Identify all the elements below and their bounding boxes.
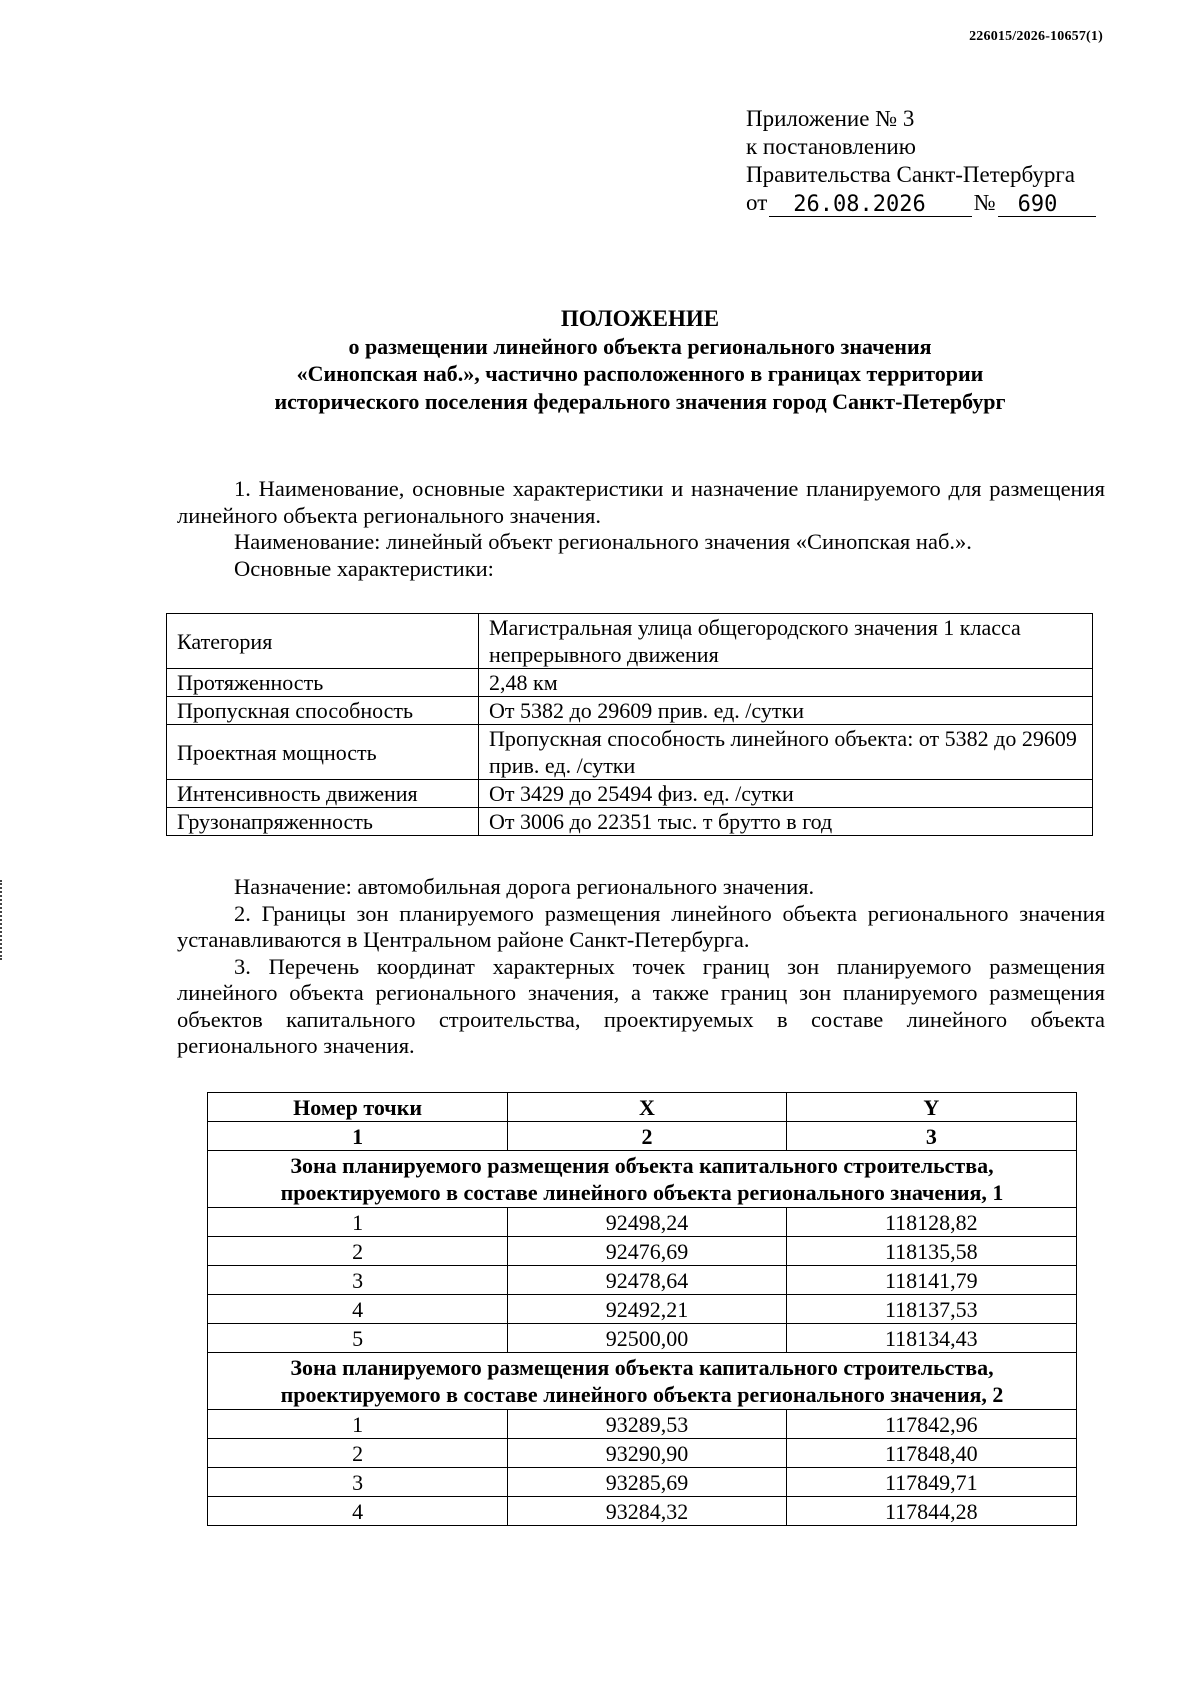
appendix-government: Правительства Санкт-Петербурга bbox=[746, 162, 1075, 187]
point-number: 4 bbox=[208, 1295, 508, 1324]
resolution-number: 690 bbox=[998, 193, 1096, 217]
characteristic-name: Проектная мощность bbox=[167, 725, 479, 780]
column-number: 1 bbox=[208, 1122, 508, 1151]
header-point-number: Номер точки bbox=[208, 1093, 508, 1122]
column-number-row bbox=[208, 1122, 1077, 1151]
y-coordinate: 117849,71 bbox=[786, 1468, 1076, 1497]
characteristic-name: Грузонапряженность bbox=[167, 808, 479, 836]
zone-title-line: проектируемого в составе линейного объекта регионального значения, 2 bbox=[280, 1382, 1004, 1407]
zone-title bbox=[208, 1353, 1077, 1410]
coordinate-row bbox=[208, 1266, 1077, 1295]
point-number: 5 bbox=[208, 1324, 508, 1353]
characteristic-value: Пропускная способность линейного объекта: от 5382 до 29609 прив. ед. /сутки bbox=[479, 725, 1093, 780]
x-coordinate: 92500,00 bbox=[508, 1324, 786, 1353]
characteristics-row bbox=[167, 669, 1093, 697]
y-coordinate: 118141,79 bbox=[786, 1266, 1076, 1295]
characteristic-value: От 5382 до 29609 прив. ед. /сутки bbox=[479, 697, 1093, 725]
zone-title-line: Зона планируемого размещения объекта капитального строительства, bbox=[290, 1354, 994, 1380]
y-coordinate: 118137,53 bbox=[786, 1295, 1076, 1324]
coordinate-row bbox=[208, 1237, 1077, 1266]
x-coordinate: 92476,69 bbox=[508, 1237, 786, 1266]
x-coordinate: 92478,64 bbox=[508, 1266, 786, 1295]
resolution-date: 26.08.2026 bbox=[769, 193, 971, 217]
point-number: 2 bbox=[208, 1237, 508, 1266]
title-main: ПОЛОЖЕНИЕ bbox=[560, 306, 720, 331]
coordinates-header-row bbox=[208, 1093, 1077, 1122]
y-coordinate: 118134,43 bbox=[786, 1324, 1076, 1353]
zone-title bbox=[208, 1151, 1077, 1208]
header-y: Y bbox=[786, 1093, 1076, 1122]
paragraph: Наименование: линейный объект регионального значения «Синопская наб.». bbox=[234, 529, 972, 554]
characteristics-row bbox=[167, 725, 1093, 780]
coordinate-row bbox=[208, 1208, 1077, 1237]
x-coordinate: 92498,24 bbox=[508, 1208, 786, 1237]
x-coordinate: 93289,53 bbox=[508, 1410, 786, 1439]
column-number: 2 bbox=[508, 1122, 786, 1151]
point-number: 1 bbox=[208, 1410, 508, 1439]
y-coordinate: 117848,40 bbox=[786, 1439, 1076, 1468]
characteristic-value: 2,48 км bbox=[479, 669, 1093, 697]
appendix-date-number-line bbox=[746, 189, 1096, 217]
coordinate-row bbox=[208, 1497, 1077, 1526]
document-title bbox=[160, 305, 1120, 415]
x-coordinate: 93284,32 bbox=[508, 1497, 786, 1526]
characteristic-name: Протяженность bbox=[167, 669, 479, 697]
appendix-resolution-ref: к постановлению bbox=[746, 134, 916, 159]
coordinate-row bbox=[208, 1324, 1077, 1353]
point-number: 3 bbox=[208, 1266, 508, 1295]
paragraph: 2. Границы зон планируемого размещения линейного объекта регионального значения устанавливаются в Центральном районе Санкт-Петербурга. bbox=[177, 900, 1105, 952]
point-number: 2 bbox=[208, 1439, 508, 1468]
paragraph: 3. Перечень координат характерных точек границ зон планируемого размещения линейного объекта регионального значения, а также границ зон планируемого размещения объектов капитального строительства, проектируемых в составе линейного объекта регионального значения. bbox=[177, 953, 1105, 1058]
coordinate-row bbox=[208, 1468, 1077, 1497]
characteristics-table bbox=[166, 613, 1093, 836]
title-line: «Синопская наб.», частично расположенного в границах территории bbox=[296, 361, 984, 386]
title-line: исторического поселения федерального значения город Санкт-Петербург bbox=[274, 388, 1006, 414]
characteristic-name: Категория bbox=[167, 614, 479, 669]
document-registration-number: 226015/2026-10657(1) bbox=[969, 29, 1103, 44]
paragraph: 1. Наименование, основные характеристики и назначение планируемого для размещения линейного объекта регионального значения. bbox=[177, 476, 1105, 528]
coordinate-row bbox=[208, 1295, 1077, 1324]
characteristic-value: Магистральная улица общегородского значения 1 класса непрерывного движения bbox=[479, 614, 1093, 669]
section-2 bbox=[177, 874, 1105, 1060]
characteristic-value: От 3429 до 25494 физ. ед. /сутки bbox=[479, 780, 1093, 808]
coordinates-table bbox=[207, 1092, 1077, 1526]
zone-title-row bbox=[208, 1151, 1077, 1208]
paragraph: Основные характеристики: bbox=[234, 555, 494, 581]
point-number: 3 bbox=[208, 1468, 508, 1497]
x-coordinate: 92492,21 bbox=[508, 1295, 786, 1324]
paragraph: Назначение: автомобильная дорога регионального значения. bbox=[234, 874, 815, 899]
zone-title-line: проектируемого в составе линейного объекта регионального значения, 1 bbox=[280, 1180, 1004, 1205]
coordinate-row bbox=[208, 1439, 1077, 1468]
characteristics-row bbox=[167, 614, 1093, 669]
characteristics-row bbox=[167, 697, 1093, 725]
zone-title-line: Зона планируемого размещения объекта капитального строительства, bbox=[290, 1152, 994, 1178]
column-number: 3 bbox=[786, 1122, 1076, 1151]
characteristic-name: Интенсивность движения bbox=[167, 780, 479, 808]
characteristic-value: От 3006 до 22351 тыс. т брутто в год bbox=[479, 808, 1093, 836]
y-coordinate: 117842,96 bbox=[786, 1410, 1076, 1439]
number-sign: № bbox=[973, 190, 996, 215]
title-line: о размещении линейного объекта регионального значения bbox=[348, 333, 932, 359]
section-1 bbox=[177, 476, 1105, 582]
zone-title-row bbox=[208, 1353, 1077, 1410]
y-coordinate: 118128,82 bbox=[786, 1208, 1076, 1237]
characteristics-row bbox=[167, 808, 1093, 836]
point-number: 4 bbox=[208, 1497, 508, 1526]
characteristics-row bbox=[167, 780, 1093, 808]
x-coordinate: 93290,90 bbox=[508, 1439, 786, 1468]
appendix-number: Приложение № 3 bbox=[746, 106, 915, 131]
scan-margin-mark bbox=[0, 880, 6, 960]
point-number: 1 bbox=[208, 1208, 508, 1237]
y-coordinate: 117844,28 bbox=[786, 1497, 1076, 1526]
coordinate-row bbox=[208, 1410, 1077, 1439]
characteristic-name: Пропускная способность bbox=[167, 697, 479, 725]
x-coordinate: 93285,69 bbox=[508, 1468, 786, 1497]
header-x: X bbox=[508, 1093, 786, 1122]
appendix-header bbox=[746, 105, 1096, 217]
date-prefix: от bbox=[746, 190, 768, 215]
y-coordinate: 118135,58 bbox=[786, 1237, 1076, 1266]
